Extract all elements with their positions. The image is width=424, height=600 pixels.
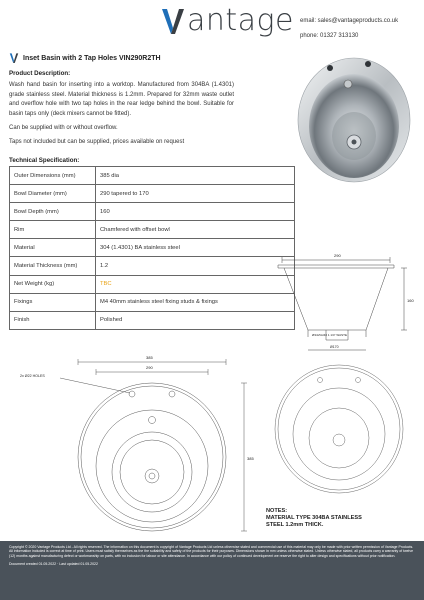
notes-heading: NOTES: (266, 508, 288, 514)
spec-label: Outer Dimensions (mm) (10, 167, 96, 185)
spec-row (10, 257, 295, 275)
spec-row (10, 221, 295, 239)
spec-value: 385 dia (96, 167, 295, 185)
plan-height-dim: 385 (247, 456, 254, 461)
spec-label: Rim (10, 221, 96, 239)
concentric-view-drawing (272, 362, 407, 497)
footer (0, 541, 424, 600)
spec-value: 1.2 (96, 257, 295, 275)
plan-width-dim: 385 (146, 355, 153, 360)
plan-tap-holes-label: 2x Ø22 HOLES (20, 374, 45, 378)
spec-row (10, 167, 295, 185)
spec-label: Fixings (10, 293, 96, 311)
contact-email[interactable]: email: sales@vantageproducts.co.uk (300, 18, 399, 24)
spec-row (10, 185, 295, 203)
spec-row (10, 239, 295, 257)
drawing-notes (266, 508, 362, 529)
overflow-note: Can be supplied with or without overflow. (9, 125, 118, 131)
spec-value: Chamfered with offset bowl (96, 221, 295, 239)
spec-value: Polished (96, 311, 295, 329)
plan-view-drawing (20, 342, 258, 537)
side-bottom-dim: Ø170 (330, 345, 339, 349)
spec-value: 290 tapered to 170 (96, 185, 295, 203)
side-height-dim: 160 (407, 298, 414, 303)
footer-copyright: Copyright © 2020 Vantage Products Ltd - All rights reserved. The information on this document is copyright of Vantage Products Ltd unless otherwise stated and commercial use of this material may only be made with prior written permission of Vantage Products. All information included is correct at time of print. Users must satisfy themselves as the the suitability and safety of the products for their purposes. Dimensions shown in mm unless otherwise stated. Unless otherwise stated, all products carry a warranty of twelve (12) months against manufacturing defect or workmanship on parts, with no inclusion for labour or site attendance. In accordance with our policy of continued development we reserve the right to alter design and specifications without prior notification. (9, 545, 414, 558)
side-top-dim: 290 (334, 253, 341, 258)
side-waste-label: Ø34x5A/40 1 1/4" WASTE (312, 333, 347, 337)
spec-label: Material (10, 239, 96, 257)
plan-inner-dim: 290 (146, 365, 153, 370)
spec-label: Material Thickness (mm) (10, 257, 96, 275)
spec-heading: Technical Specification: (9, 157, 80, 164)
notes-line: MATERIAL TYPE 304BA STAINLESS (266, 515, 362, 521)
spec-label: Net Weight (kg) (10, 275, 96, 293)
notes-line: STEEL 1.2mm THICK. (266, 522, 324, 528)
spec-label: Bowl Diameter (mm) (10, 185, 96, 203)
spec-value: 304 (1.4301) BA stainless steel (96, 239, 295, 257)
footer-dates: Document created 01.05.2022 · Last updated 01.05.2022 (9, 562, 98, 567)
contact-phone[interactable]: phone: 01327 313130 (300, 33, 359, 39)
spec-label: Bowl Depth (mm) (10, 203, 96, 221)
spec-table (9, 166, 295, 330)
description-body: Wash hand basin for inserting into a worktop. Manufactured from 304BA (1.4301) grade stainless steel. Material thickness is 1.2mm. Prepared for 32mm waste outlet and overflow hole with two tap holes in the rear ledge behind the bowl. Suitable for basin taps only (deck mixers cannot be fitted). (9, 82, 234, 117)
product-title-row (9, 52, 161, 64)
description-heading: Product Description: (9, 70, 71, 77)
spec-value-tbc: TBC (96, 275, 295, 293)
spec-row (10, 203, 295, 221)
contact-block (300, 14, 398, 44)
logo-v-icon (160, 6, 186, 36)
side-elevation-drawing (266, 242, 416, 360)
spec-row (10, 293, 295, 311)
spec-label: Finish (10, 311, 96, 329)
title-v-icon (9, 52, 19, 64)
spec-value: 160 (96, 203, 295, 221)
product-photo (296, 50, 412, 190)
spec-row (10, 311, 295, 329)
taps-note: Taps not included but can be supplied, prices available on request (9, 139, 185, 145)
product-title: Inset Basin with 2 Tap Holes VIN290R2TH (23, 54, 161, 62)
vantage-logo (160, 3, 295, 38)
logo-text: antage (187, 3, 295, 38)
spec-row (10, 275, 295, 293)
spec-value: M4 40mm stainless steel fixing studs & fixings (96, 293, 295, 311)
